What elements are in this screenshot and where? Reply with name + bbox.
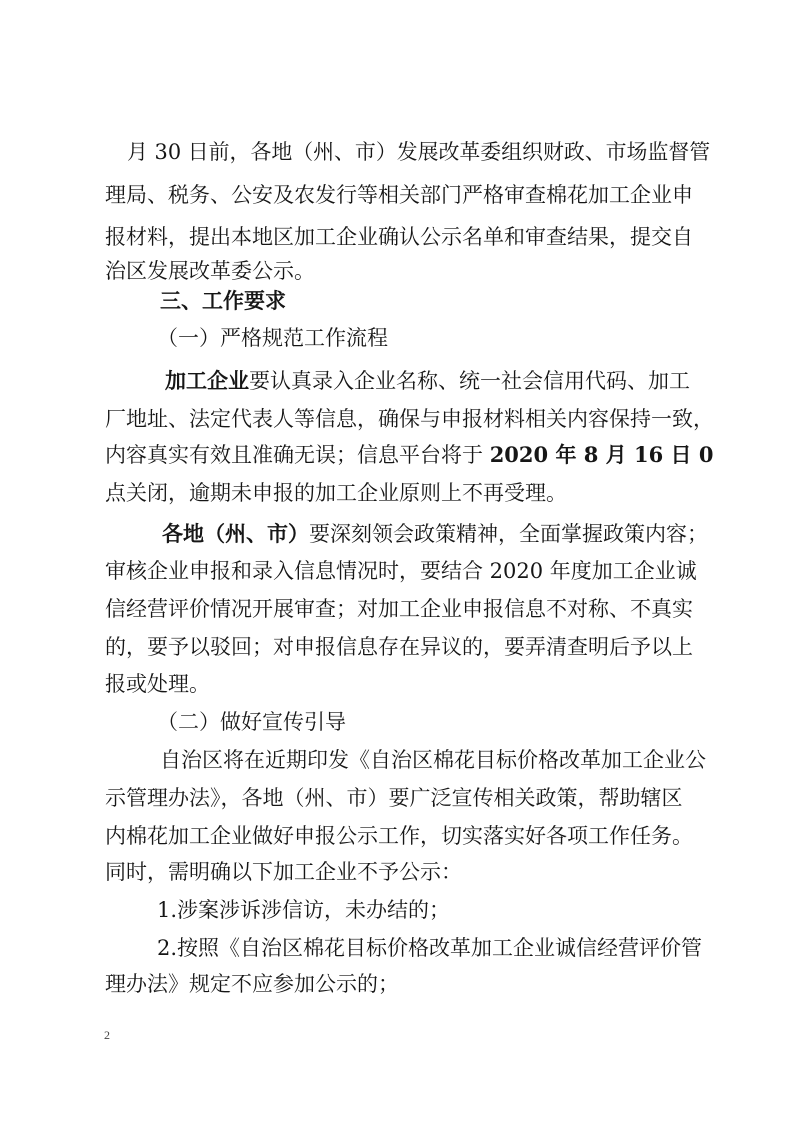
list-item-2-line1 xyxy=(157,933,720,963)
para2-line4 xyxy=(105,478,567,508)
para3-line1-rest: 要深刻领会政策精神，全面掌握政策内容； xyxy=(309,522,708,546)
para4-line4 xyxy=(105,857,462,887)
para4-line2-text: 示管理办法》，各地（州、市）要广泛宣传相关政策，帮助辖区 xyxy=(105,786,683,810)
para2-deadline: 2020 年 8 月 16 日 0 xyxy=(489,442,714,467)
para3-line2 xyxy=(105,556,720,586)
para4-line4-text: 同时，需明确以下加工企业不予公示： xyxy=(105,860,462,884)
list-item-2-line1-text: 2.按照《自治区棉花目标价格改革加工企业诚信经营评价管 xyxy=(157,936,703,960)
para2-lead-bold: 加工企业 xyxy=(165,368,249,393)
subsection-heading-2-text: （二）做好宣传引导 xyxy=(157,710,346,734)
para4-line3-text: 内棉花加工企业做好申报公示工作，切实落实好各项工作任务。 xyxy=(105,824,693,848)
para4-line2 xyxy=(105,783,720,813)
para1-line4 xyxy=(105,256,315,286)
list-item-1-text: 1.涉案涉诉涉信访，未办结的； xyxy=(157,898,451,922)
para3-line3 xyxy=(105,594,720,624)
para3-line2-text: 审核企业申报和录入信息情况时，要结合 2020 年度加工企业诚 xyxy=(105,559,697,583)
para2-line2-text: 厂地址、法定代表人等信息，确保与申报材料相关内容保持一致， xyxy=(105,407,714,431)
para2-line1-rest: 要认真录入企业名称、统一社会信用代码、加工 xyxy=(249,369,690,393)
list-item-2-line2 xyxy=(105,969,399,999)
para1-line2-text: 理局、税务、公安及农发行等相关部门严格审查棉花加工企业申 xyxy=(105,183,693,207)
para1-line4-text: 治区发展改革委公示。 xyxy=(105,259,315,283)
para3-line5-text: 报或处理。 xyxy=(105,672,210,696)
para1-line3-text: 报材料，提出本地区加工企业确认公示名单和审查结果，提交自 xyxy=(105,225,693,249)
section-heading xyxy=(160,286,286,316)
list-item-2-line2-text: 理办法》规定不应参加公示的； xyxy=(105,972,399,996)
para3-line3-text: 信经营评价情况开展审查；对加工企业申报信息不对称、不真实 xyxy=(105,597,693,621)
para3-line5 xyxy=(105,669,210,699)
section-heading-text: 三、工作要求 xyxy=(160,289,286,313)
para3-line4 xyxy=(105,632,720,662)
subsection-heading-1 xyxy=(157,323,388,353)
para3-line4-text: 的，要予以驳回；对申报信息存在异议的，要弄清查明后予以上 xyxy=(105,635,693,659)
page-number: 2 xyxy=(104,1028,110,1042)
para2-line3 xyxy=(105,440,720,470)
para2-line3-prefix: 内容真实有效且准确无误；信息平台将于 xyxy=(105,443,490,467)
para1-line1 xyxy=(127,137,711,167)
para2-line1 xyxy=(165,366,720,396)
list-item-1 xyxy=(157,895,450,925)
subsection-heading-1-text: （一）严格规范工作流程 xyxy=(157,326,388,350)
para2-line2 xyxy=(105,404,720,434)
para4-line1-text: 自治区将在近期印发《自治区棉花目标价格改革加工企业公 xyxy=(160,748,706,772)
para4-line1 xyxy=(160,745,720,775)
para1-line1-text: 月 30 日前，各地（州、市）发展改革委组织财政、市场监督管 xyxy=(127,140,711,164)
para1-line2 xyxy=(105,180,720,210)
para1-line3 xyxy=(105,222,720,252)
para3-line1 xyxy=(162,519,720,549)
para4-line3 xyxy=(105,821,720,851)
para2-line4-text: 点关闭，逾期未申报的加工企业原则上不再受理。 xyxy=(105,481,567,505)
subsection-heading-2 xyxy=(157,707,346,737)
para3-lead-bold: 各地（州、市） xyxy=(162,521,309,546)
